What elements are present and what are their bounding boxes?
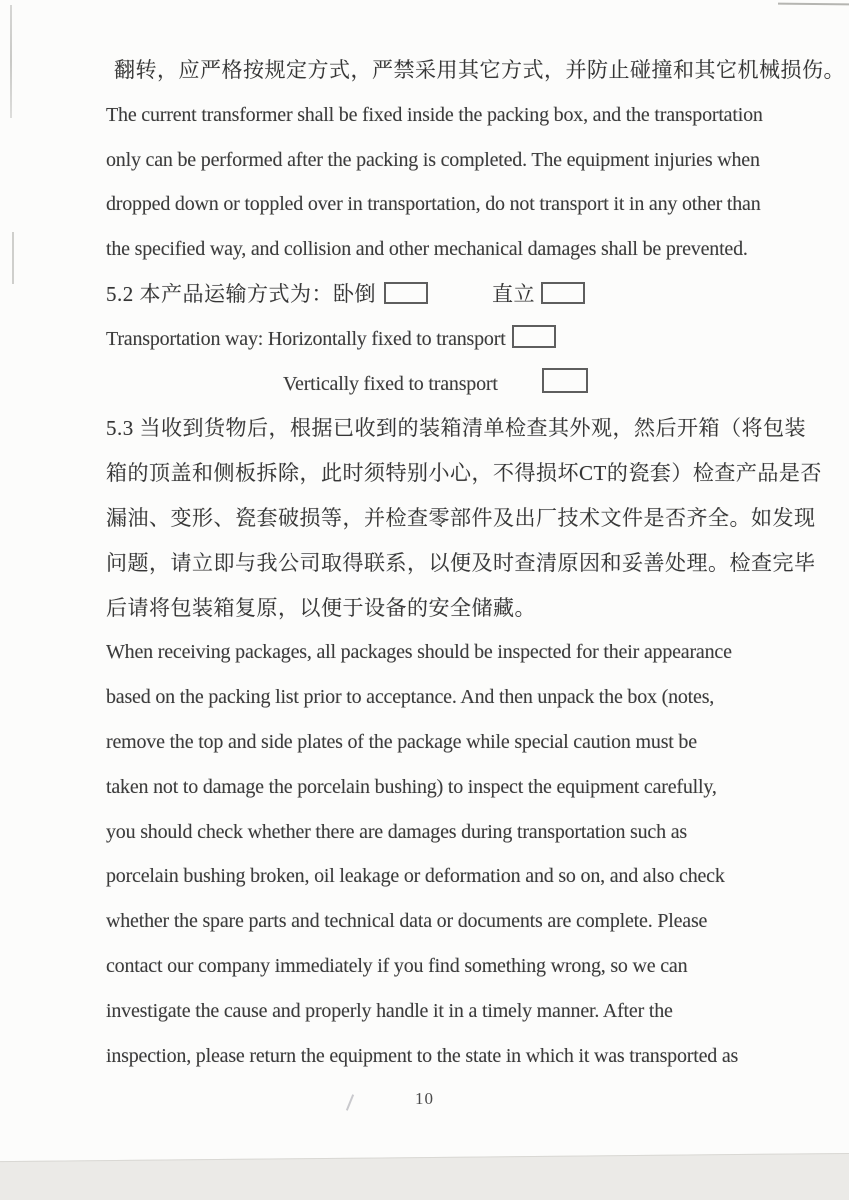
transportation-way-vertical-label: Vertically fixed to transport bbox=[283, 372, 498, 395]
paragraph-transport-en-line: The current transformer shall be fixed inside the packing box, and the transportation bbox=[106, 103, 763, 126]
section-5-3-en-line: you should check whether there are damages during transportation such as bbox=[106, 820, 687, 843]
section-5-3-en-line: taken not to damage the porcelain bushing) to inspect the equipment carefully, bbox=[106, 775, 717, 798]
option-horizontal-label-cn: 卧倒 bbox=[333, 281, 376, 306]
checkbox-vertical-cn[interactable] bbox=[541, 282, 585, 304]
scan-bottom-band bbox=[0, 1153, 849, 1200]
section-5-3-cn-line: 漏油、变形、瓷套破损等，并检查零部件及出厂技术文件是否齐全。如发现 bbox=[106, 505, 816, 530]
section-5-3-en-line: whether the spare parts and technical data or documents are complete. Please bbox=[106, 910, 708, 933]
page-number: 10 bbox=[415, 1089, 434, 1108]
section-5-3-en-line: based on the packing list prior to acceptance. And then unpack the box (notes, bbox=[106, 686, 715, 709]
section-5-3-en-line: contact our company immediately if you find something wrong, so we can bbox=[106, 954, 688, 977]
section-5-2-row-en-vertical bbox=[106, 362, 812, 407]
section-5-3-cn-line: 箱的顶盖和侧板拆除，此时须特别小心，不得损坏CT的瓷套）检查产品是否 bbox=[106, 461, 822, 486]
checkbox-horizontal-en[interactable] bbox=[512, 325, 556, 348]
checkbox-horizontal-cn[interactable] bbox=[384, 282, 428, 304]
section-5-3-cn-line: 5.3 当收到货物后，根据已收到的装箱清单检查其外观，然后开箱（将包装 bbox=[106, 416, 806, 441]
scan-edge-line bbox=[778, 3, 849, 6]
scan-edge-line bbox=[10, 5, 12, 118]
checkbox-vertical-en[interactable] bbox=[542, 368, 588, 393]
section-5-2-row-cn bbox=[106, 272, 812, 317]
paragraph-transport-cn-line: 翻转，应严格按规定方式，严禁采用其它方式，并防止碰撞和其它机械损伤。 bbox=[114, 58, 845, 82]
option-vertical-label-cn: 直立 bbox=[492, 281, 535, 306]
section-5-2-row-en-horizontal bbox=[106, 317, 812, 362]
section-5-3-cn-line: 后请将包装箱复原，以便于设备的安全储藏。 bbox=[106, 595, 536, 620]
paragraph-transport-en-line: dropped down or toppled over in transportation, do not transport it in any other than bbox=[106, 193, 761, 216]
section-5-3-cn-line: 问题，请立即与我公司取得联系，以便及时查清原因和妥善处理。检查完毕 bbox=[106, 550, 816, 575]
section-5-3-en-line: investigate the cause and properly handle it in a timely manner. After the bbox=[106, 999, 673, 1022]
section-5-3-en-line: remove the top and side plates of the package while special caution must be bbox=[106, 730, 697, 753]
section-5-3-en-line: inspection, please return the equipment to the state in which it was transported as bbox=[106, 1044, 739, 1067]
section-5-3-en-line: porcelain bushing broken, oil leakage or deformation and so on, and also check bbox=[106, 865, 725, 888]
transportation-way-horizontal-label: Transportation way: Horizontally fixed to transport bbox=[106, 327, 506, 350]
document-body bbox=[106, 48, 845, 1078]
section-5-2-label: 5.2 本产品运输方式为： bbox=[106, 281, 333, 306]
section-5-3-en-line: When receiving packages, all packages should be inspected for their appearance bbox=[106, 641, 732, 664]
scan-edge-line bbox=[12, 232, 14, 284]
paragraph-transport-en-line: only can be performed after the packing is completed. The equipment injuries when bbox=[106, 148, 760, 171]
paragraph-transport-en-line: the specified way, and collision and other mechanical damages shall be prevented. bbox=[106, 238, 748, 261]
